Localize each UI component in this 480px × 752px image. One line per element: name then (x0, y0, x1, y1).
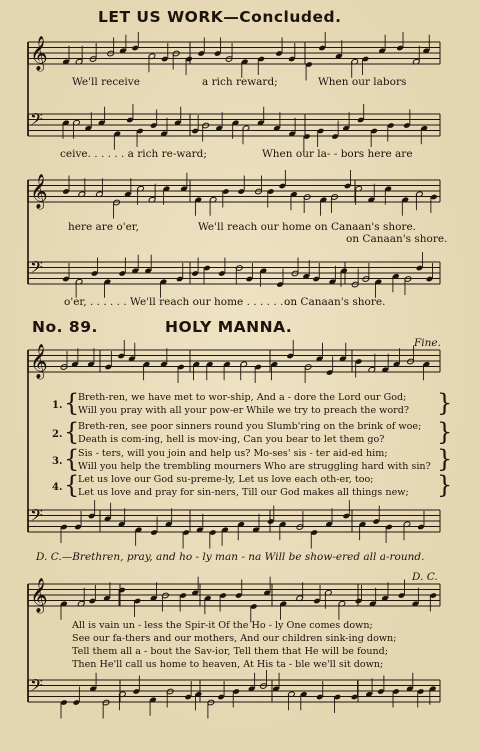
svg-text:𝄢: 𝄢 (30, 109, 43, 133)
verse-line: Breth-ren, see poor sinners round you Slumb'ring on the brink of woe; (78, 421, 422, 432)
verse-line: Will you help the trembling mourners Who are struggling hard with sin? (78, 461, 431, 472)
lyric-line-1c: When our labors (318, 76, 407, 88)
brace-right: } (437, 445, 453, 473)
svg-text:𝄞: 𝄞 (30, 344, 48, 379)
lyric-line-2b: When our la- - bors here are (262, 148, 413, 160)
brace-right: } (437, 471, 453, 499)
lyric-line-3c: on Canaan's shore. (346, 233, 448, 245)
svg-text:𝄞: 𝄞 (30, 578, 48, 613)
lyric-line-2a: ceive. . . . . . a rich re-ward; (60, 148, 207, 160)
verse-line: Let us love our God su-preme-ly, Let us love each oth-er, too; (78, 474, 374, 485)
page-title: LET US WORK—Concluded. (98, 8, 342, 26)
dc-marking: D. C. (412, 571, 438, 583)
chorus-line: Then He'll call us home to heaven, At His ta - ble we'll sit down; (72, 659, 384, 670)
svg-text:𝄞: 𝄞 (30, 174, 48, 209)
hymn-title: HOLY MANNA. (165, 318, 293, 336)
lyric-line-4a: o'er, . . . . . . We'll reach our home . . . . . . . . (64, 296, 297, 308)
fine-marking: Fine. (414, 337, 441, 349)
lyric-line-4b: on Canaan's shore. (284, 296, 386, 308)
verse-line: Death is com-ing, hell is mov-ing, Can you bear to let them go? (78, 434, 385, 445)
verse-number: 1. (52, 400, 63, 411)
verse-line: Breth-ren, we have met to wor-ship, And a - dore the Lord our God; (78, 392, 407, 403)
chorus-line: Tell them all a - bout the Sav-ior, Tell them that He will be found; (72, 646, 389, 657)
brace-left: { (64, 418, 80, 446)
verse-line: Sis - ters, will you join and help us? Mo-ses' sis - ter aid-ed him; (78, 448, 388, 459)
dc-lyric-line: D. C.—Brethren, pray, and ho - ly man - na Will be show-ered all a-round. (36, 551, 425, 563)
lyric-line-3a: here are o'er, (68, 221, 140, 233)
brace-left: { (64, 471, 80, 499)
svg-text:𝄢: 𝄢 (30, 257, 43, 281)
svg-text:𝄢: 𝄢 (30, 505, 43, 529)
brace-right: } (437, 389, 453, 417)
lyric-line-1b: a rich reward; (202, 76, 278, 88)
svg-text:𝄞: 𝄞 (30, 36, 48, 71)
brace-right: } (437, 418, 453, 446)
verse-line: Let us love and pray for sin-ners, Till our God makes all things new; (78, 487, 409, 498)
brace-left: { (64, 389, 80, 417)
verse-number: 3. (52, 456, 63, 467)
svg-text:𝄢: 𝄢 (30, 675, 43, 699)
chorus-line: All is vain un - less the Spir-it Of the Ho - ly One comes down; (72, 620, 373, 631)
brace-left: { (64, 445, 80, 473)
verse-line: Will you pray with all your pow-er While we try to preach the word? (78, 405, 410, 416)
hymn-number: No. 89. (32, 318, 98, 336)
chorus-line: See our fa-thers and our mothers, And our children sink-ing down; (72, 633, 397, 644)
verse-number: 2. (52, 429, 63, 440)
lyric-line-1a: We'll receive (72, 76, 140, 88)
verse-number: 4. (52, 482, 63, 493)
lyric-line-3b: We'll reach our home on Canaan's shore. (198, 221, 417, 233)
